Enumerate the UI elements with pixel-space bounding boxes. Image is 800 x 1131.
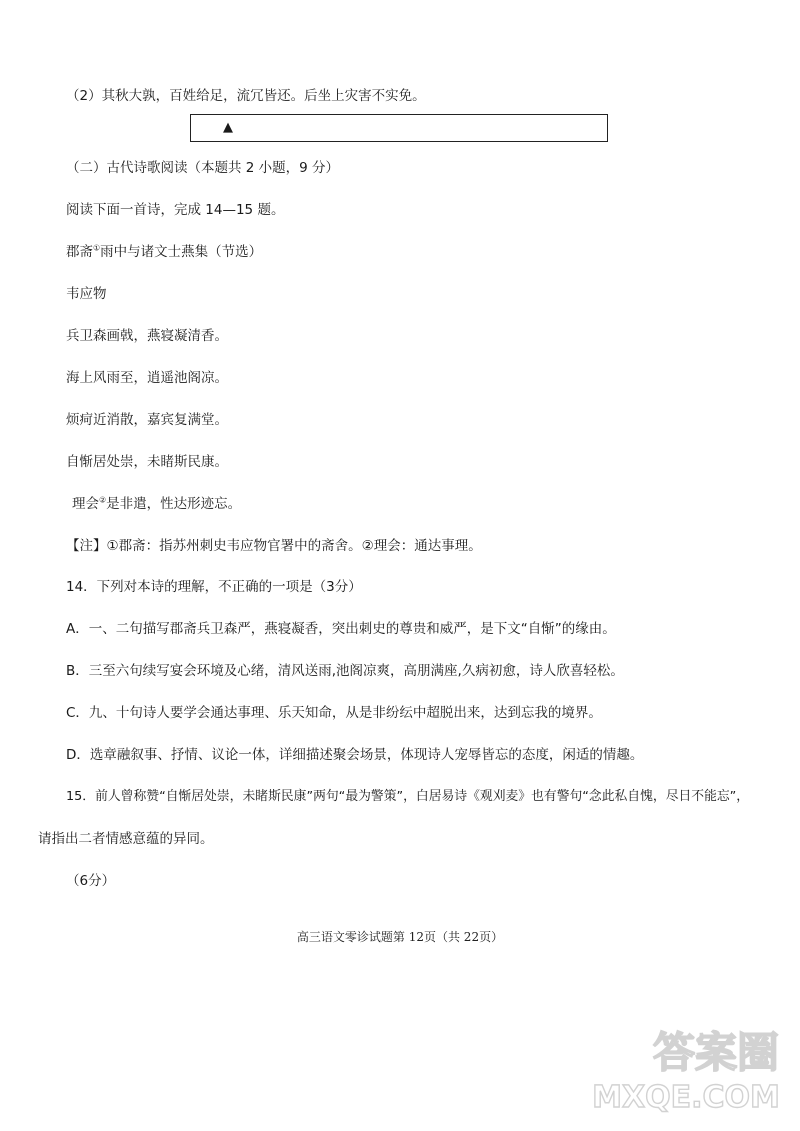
poem-title [66, 242, 262, 262]
question-15-line-2: 请指出二者情感意蕴的异同。 [38, 831, 214, 847]
question-2-sentence: （2）其秋大孰，百姓给足，流冗皆还。后坐上灾害不实免。 [66, 88, 426, 104]
footnote-marker: ② [99, 495, 107, 505]
answer-box[interactable] [190, 114, 608, 142]
reading-instruction: 阅读下面一首诗，完成 14—15 题。 [66, 202, 285, 218]
section-heading: （二）古代诗歌阅读（本题共 2 小题，9 分） [66, 160, 340, 176]
poem-verse-2: 海上风雨至，逍遥池阁凉。 [66, 370, 228, 386]
poem-verse-1: 兵卫森画戟，燕寝凝清香。 [66, 328, 228, 344]
question-14: 14．下列对本诗的理解，不正确的一项是（3分） [66, 579, 362, 595]
option-b: B．三至六句续写宴会环境及心绪，清风送雨,池阁凉爽，高朋满座,久病初愈，诗人欣喜轻松。 [66, 663, 624, 679]
footnote-marker: ① [93, 243, 101, 253]
option-a: A．一、二句描写郡斋兵卫森严，燕寝凝香，突出刺史的尊贵和威严，是下文“自惭”的缘由。 [66, 621, 616, 637]
watermark-logo [586, 1007, 786, 1117]
poem-notes: 【注】①郡斋：指苏州刺史韦应物官署中的斋舍。②理会：通达事理。 [66, 538, 482, 554]
poem-title-part-a: 郡斋 [66, 244, 93, 260]
option-c: C．九、十句诗人要学会通达事理、乐天知命，从是非纷纭中超脱出来，达到忘我的境界。 [66, 705, 602, 721]
poem-verse-5 [72, 494, 241, 514]
question-15-line-1: 15．前人曾称赞“自惭居处崇，未睹斯民康”两句“最为警策”，白居易诗《观刈麦》也有警句“念此私自愧，尽日不能忘”， [66, 789, 750, 804]
poem-author: 韦应物 [66, 286, 107, 302]
poem-verse-5-part-a: 理会 [72, 496, 99, 512]
poem-verse-4: 自惭居处崇，未睹斯民康。 [66, 454, 228, 470]
option-d: D．选章融叙事、抒情、议论一体，详细描述聚会场景，体现诗人宠辱皆忘的态度，闲适的情趣。 [66, 747, 644, 763]
poem-verse-3: 烦疴近消散，嘉宾复满堂。 [66, 412, 228, 428]
page-footer: 高三语文零诊试题第 12页（共 22页） [296, 930, 504, 944]
triangle-marker-icon: ▲ [223, 120, 233, 135]
question-15-score: （6分） [66, 873, 116, 889]
watermark-text-bottom: MXQE.COM [592, 1080, 780, 1115]
watermark-text-top: 答案圈 [652, 1028, 780, 1077]
poem-verse-5-part-b: 是非遣，性达形迹忘。 [106, 496, 242, 512]
poem-title-part-b: 雨中与诸文士燕集（节选） [100, 244, 263, 260]
